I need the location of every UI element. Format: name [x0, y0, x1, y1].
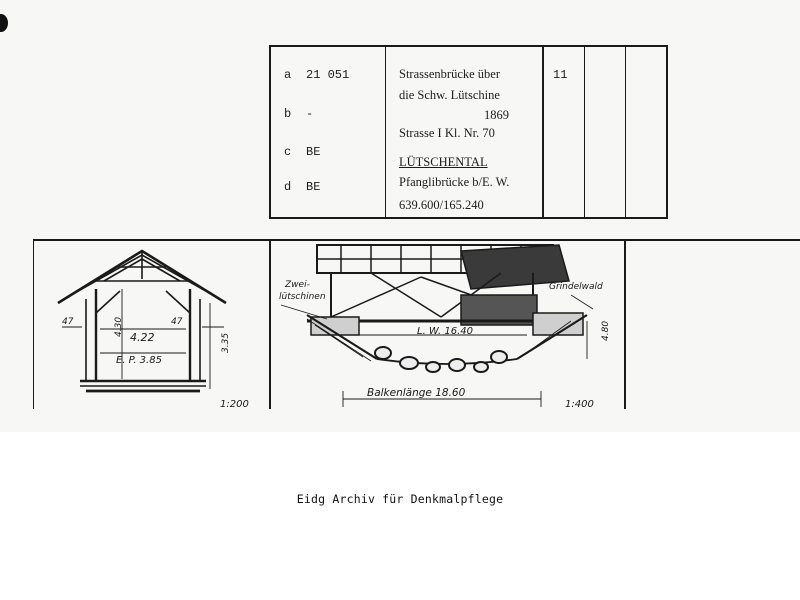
description-road: Strasse I Kl. Nr. 70 [399, 126, 495, 140]
elevation-drawing [271, 241, 623, 409]
dim-height-inner: 4.30 [114, 316, 124, 337]
ink-blot [0, 14, 8, 32]
dim-right: 47 [171, 317, 183, 327]
field-a-key: a [284, 68, 292, 82]
column-rule [666, 45, 668, 219]
column-rule [542, 45, 544, 219]
dim-left: 47 [62, 317, 74, 327]
scale-elevation: 1:400 [565, 399, 594, 409]
description-coordinates: 639.600/165.240 [399, 198, 484, 212]
beam-length: Balkenlänge 18.60 [367, 387, 466, 399]
label-zweiluetschinen-1: Zwei- [285, 280, 310, 290]
label-zweiluetschinen-2: lütschinen [279, 292, 326, 302]
column-rule [385, 45, 386, 219]
description-year: 1869 [484, 108, 509, 122]
table-bottom-rule [270, 217, 668, 219]
table-top-rule [270, 45, 668, 47]
field-c-key: c [284, 145, 292, 159]
scale-cross-section: 1:200 [220, 399, 249, 409]
field-d-value: BE [306, 180, 321, 194]
description-line-2: die Schw. Lütschine [399, 88, 500, 102]
column-rule [625, 45, 626, 219]
archive-caption: Eidg Archiv für Denkmalpflege [296, 492, 504, 506]
dim-roadway: E. P. 3.85 [116, 355, 162, 366]
field-d-key: d [284, 180, 292, 194]
clear-span: L. W. 16.40 [417, 326, 473, 337]
dim-height: 3.35 [221, 332, 231, 353]
field-c-value: BE [306, 145, 321, 159]
label-grindelwald: Grindelwald [549, 282, 603, 292]
description-line-1: Strassenbrücke über [399, 67, 501, 81]
cross-section-drawing [34, 241, 269, 409]
column-rule [584, 45, 585, 219]
description-bridge-name: Pfanglibrücke b/E. W. [399, 175, 510, 189]
field-b-value: - [306, 107, 314, 121]
column-rule [269, 45, 271, 219]
record-number: 11 [553, 68, 568, 82]
drawing-divider [624, 239, 626, 409]
field-b-key: b [284, 107, 292, 121]
elevation-height: 4.80 [601, 320, 611, 341]
dim-width: 4.22 [130, 331, 155, 344]
description-locality: LÜTSCHENTAL [399, 155, 488, 169]
field-a-value: 21 051 [306, 68, 350, 82]
